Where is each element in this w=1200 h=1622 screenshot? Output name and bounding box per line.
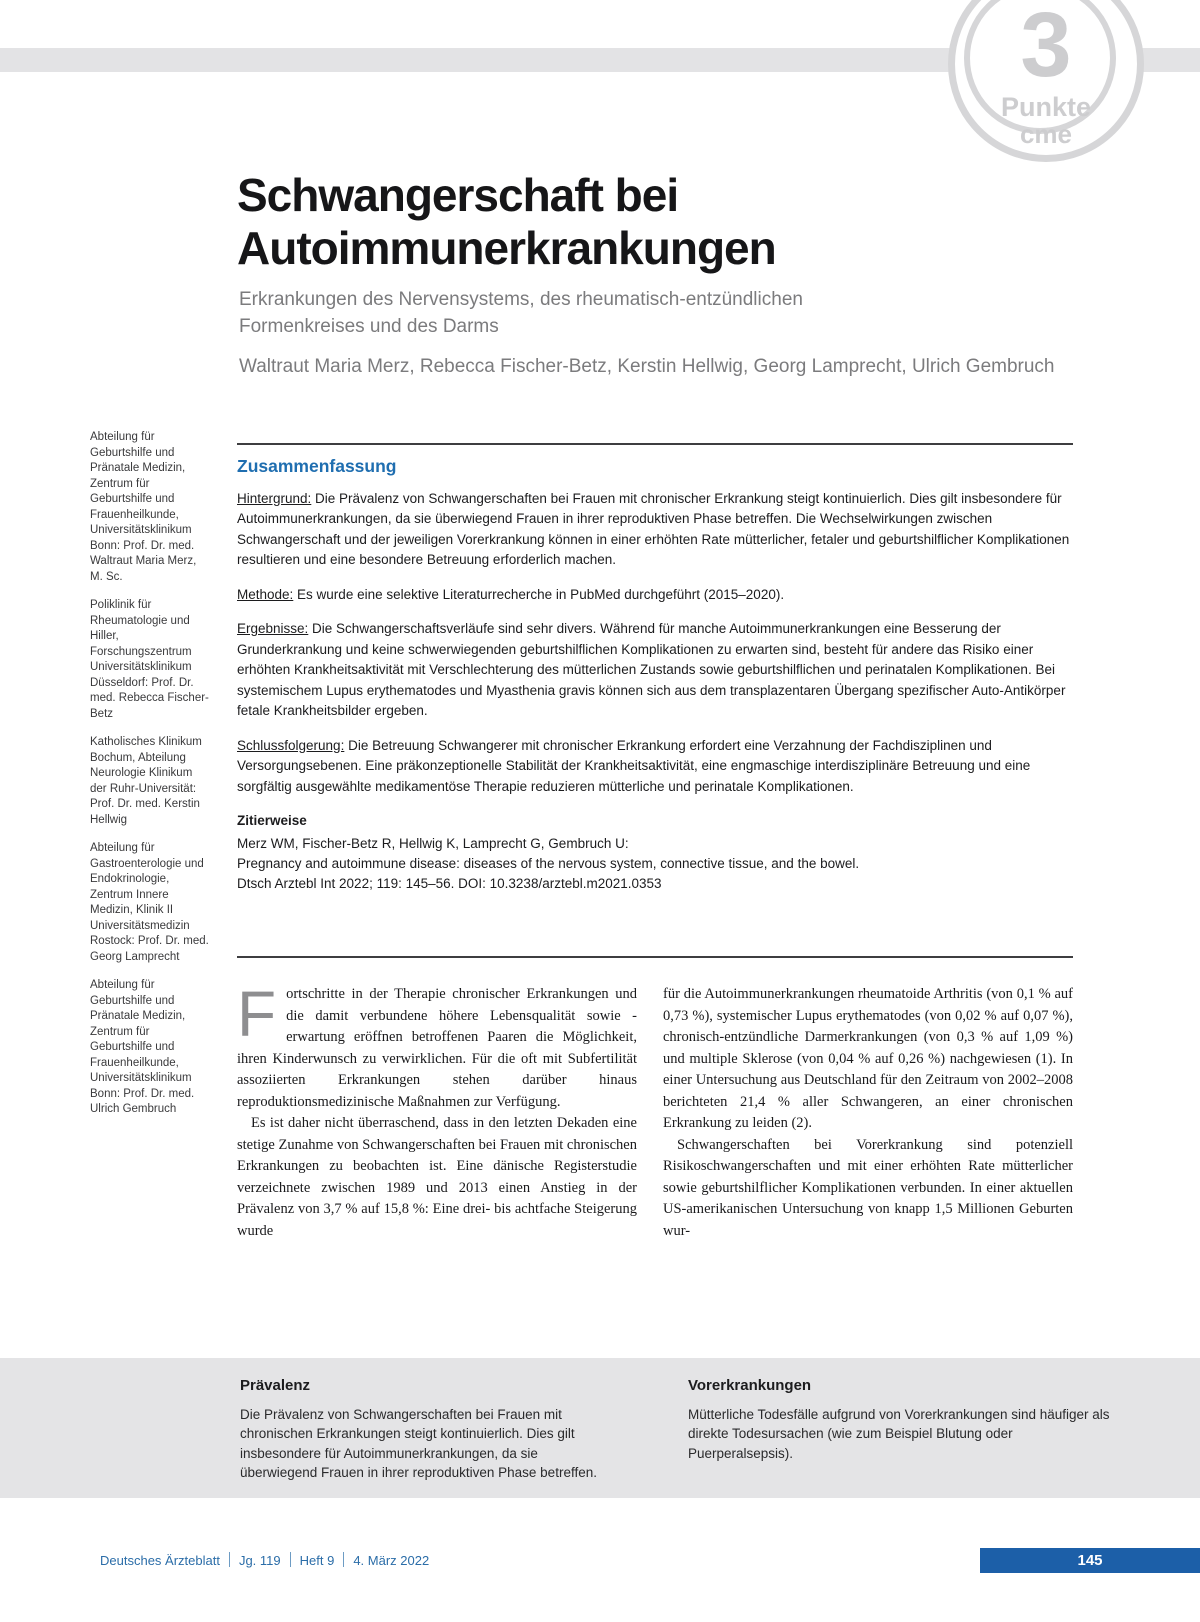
citation-authors: Merz WM, Fischer-Betz R, Hellwig K, Lamprecht G, Gembruch U: xyxy=(237,835,629,851)
article-title xyxy=(237,169,1077,275)
keybox-vorerkrankungen xyxy=(688,1376,1118,1463)
cme-points-label: Punkte xyxy=(1000,92,1092,122)
abstract-section-hintergrund xyxy=(237,489,1073,571)
abstract-label-hintergrund: Hintergrund: xyxy=(237,490,312,506)
abstract-text-ergebnisse: Die Schwangerschaftsverläufe sind sehr divers. Während für manche Autoimmunerkrankungen eine Besserung der Grunderkrankung und keine schwerwiegenden geburtshilflichen Komplikationen zu erwarten sind, besteht für andere das Risiko einer erhöhten Krankheitsaktivität mit Verschlechterung des mütterlichen Zustands sowie geburtshilflichen und perinatalen Komplikationen. Bei systemischem Lupus erythematodes und Myasthenia gravis können sich aus dem transplazentaren Übergang spezifischer Auto-Antikörper fetale Krankheitsbilder ergeben. xyxy=(237,621,1066,718)
abstract-label-schlussfolgerung: Schlussfolgerung: xyxy=(237,737,345,753)
footer-journal-info xyxy=(100,1552,429,1568)
footer-volume: Jg. 119 xyxy=(238,1553,281,1569)
abstract-section-ergebnisse xyxy=(237,619,1073,722)
keybox-praevalenz-text: Die Prävalenz von Schwangerschaften bei Frauen mit chronischen Erkrankungen steigt kontinuierlich. Dies gilt insbesondere für Autoimmunerkrankungen, da sie überwiegend Frauen in ihrer reproduktiven Phase betreffen. xyxy=(240,1406,597,1480)
keybox-praevalenz xyxy=(240,1376,612,1483)
abstract-label-ergebnisse: Ergebnisse: xyxy=(237,621,309,636)
abstract-bottom-rule xyxy=(237,956,1073,958)
body-paragraph-4: Schwangerschaften bei Vorerkrankung sind potenziell Risikoschwangerschaften und mit einer erhöhten Rate mütterlicher sowie geburtshilflicher Komplikationen verbunden. In einer aktuellen US-amerikanischen Untersuchung von knapp 1,5 Millionen Geburten wur- xyxy=(663,1136,1073,1239)
abstract-label-methode: Methode: xyxy=(237,586,294,602)
cme-points-number: 3 xyxy=(1020,0,1072,96)
affiliation-merz: Abteilung für Geburtshilfe und Pränatale Medizin, Zentrum für Geburtshilfe und Frauenheilkunde, Universitätsklinikum Bonn: Prof. Dr. med. Waltraut Maria Merz, M. Sc. xyxy=(90,431,197,583)
keybox-vorerkrankungen-text: Mütterliche Todesfälle aufgrund von Vorerkrankungen sind häufiger als direkte Todesursachen (wie zum Beispiel Blutung oder Puerperalsepsis). xyxy=(688,1406,1110,1461)
abstract-top-rule xyxy=(237,443,1073,445)
affiliation-hellwig: Katholisches Klinikum Bochum, Abteilung Neurologie Klinikum der Ruhr-Universität: Prof. Dr. med. Kerstin Hellwig xyxy=(90,736,202,826)
dropcap-f: F xyxy=(237,978,277,1050)
affiliation-lamprecht: Abteilung für Gastroenterologie und Endokrinologie, Zentrum Innere Medizin, Klinik II Universitätsmedizin Rostock: Prof. Dr. med. Georg Lamprecht xyxy=(90,842,209,963)
footer-separator xyxy=(290,1552,291,1567)
abstract-heading: Zusammenfassung xyxy=(237,456,397,476)
key-points-band xyxy=(0,1358,1200,1498)
page-number: 145 xyxy=(1077,1552,1103,1569)
abstract-section-schlussfolgerung xyxy=(237,736,1073,798)
abstract-section-methode xyxy=(237,585,1073,606)
article-title-line2: Autoimmunerkrankungen xyxy=(237,221,776,274)
citation-heading: Zitierweise xyxy=(237,813,307,828)
body-column-right xyxy=(663,984,1073,1242)
article-title-line1: Schwangerschaft bei xyxy=(237,168,679,221)
body-paragraph-intro xyxy=(237,978,637,1113)
footer-separator xyxy=(343,1552,344,1567)
article-subtitle: Erkrankungen des Nervensystems, des rheumatisch-entzündlichen Formenkreises und des Darms xyxy=(239,289,803,337)
footer-journal-name: Deutsches Ärzteblatt xyxy=(100,1553,220,1569)
body-paragraph-2: Es ist daher nicht überraschend, dass in den letzten Dekaden eine stetige Zunahme von Schwangerschaften bei Frauen mit chronischen Erkrankungen zu beobachten ist. Eine dänische Registerstudie verzeichnete zwischen 1989 und 2013 einen Anstieg in der Prävalenz von 3,7 % auf 15,8 %: Eine drei- bis achtfache Steigerung wurde xyxy=(237,1115,637,1239)
keybox-praevalenz-heading: Prävalenz xyxy=(240,1377,311,1394)
abstract-text-methode: Es wurde eine selektive Literaturrecherche in PubMed durchgeführt (2015–2020). xyxy=(293,586,785,602)
affiliations-sidebar xyxy=(90,430,212,1131)
footer-separator xyxy=(229,1552,230,1567)
citation-doi: Dtsch Arztebl Int 2022; 119: 145–56. DOI: 10.3238/arztebl.m2021.0353 xyxy=(237,875,662,891)
affiliation-fischer-betz: Poliklinik für Rheumatologie und Hiller, Forschungszentrum Universitätsklinikum Düsseldorf: Prof. Dr. med. Rebecca Fischer-Betz xyxy=(90,599,209,720)
abstract-block xyxy=(237,456,1073,894)
citation-title: Pregnancy and autoimmune disease: diseases of the nervous system, connective tissue, and the bowel. xyxy=(237,855,860,871)
abstract-text-hintergrund: Die Prävalenz von Schwangerschaften bei Frauen mit chronischer Erkrankung steigt kontinuierlich. Dies gilt insbesondere für Autoimmunerkrankungen, da sie überwiegend Frauen in ihrer reproduktiven Phase betreffen. Die Wechselwirkungen zwischen Schwangerschaft und der jeweiligen Vorerkrankung können in einer erhöhten Rate mütterlicher, fetaler und geburtshilflicher Komplikationen resultieren und eine besondere Betreuung erforderlich machen. xyxy=(237,490,1070,567)
keybox-vorerkrankungen-heading: Vorerkrankungen xyxy=(688,1377,812,1394)
affiliation-gembruch: Abteilung für Geburtshilfe und Pränatale Medizin, Zentrum für Geburtshilfe und Frauenheilkunde, Universitätsklinikum Bonn: Prof. Dr. med. Ulrich Gembruch xyxy=(90,979,195,1115)
body-paragraph-3: für die Autoimmunerkrankungen rheumatoide Arthritis (von 0,1 % auf 0,73 %), systemischer Lupus erythematodes (von 0,02 % auf 0,07 %), chronisch-entzündliche Darmerkrankungen (von 0,3 % auf 1,09 %) und multiple Sklerose (von 0,04 % auf 0,26 %) nachgewiesen (1). In einer Untersuchung aus Deutschland für den Zeitraum von 2002–2008 berichteten 21,4 % aller Schwangeren, an einer chronischen Erkrankung zu leiden (2). xyxy=(663,986,1073,1131)
article-authors: Waltraut Maria Merz, Rebecca Fischer-Betz, Kerstin Hellwig, Georg Lamprecht, Ulrich Gembruch xyxy=(239,356,1055,377)
body-paragraph-intro-text: ortschritte in der Therapie chronischer Erkrankungen und die damit verbundene höhere Lebensqualität sowie -erwartung eröffnen betroffenen Paaren die Möglichkeit, ihren Kinderwunsch zu verwirklichen. Für die oft mit Subfertilität assoziierten Erkrankungen stehen darüber hinaus reproduktionsmedizinische Maßnahmen zur Verfügung. xyxy=(237,986,637,1110)
cme-points-badge xyxy=(948,0,1144,162)
abstract-text-schlussfolgerung: Die Betreuung Schwangerer mit chronischer Erkrankung erfordert eine Verzahnung der Fachdisziplinen und Versorgungsebenen. Eine präkonzeptionelle Stabilität der Krankheitsaktivität, eine engmaschige interdisziplinäre Betreuung und eine sorgfältig ausgewählte medikamentöse Therapie reduzieren mütterliche und perinatale Komplikationen. xyxy=(237,737,1031,794)
cme-label: cme xyxy=(1019,119,1073,150)
footer-issue: Heft 9 xyxy=(299,1553,335,1569)
body-column-left xyxy=(237,978,637,1242)
footer-date: 4. März 2022 xyxy=(353,1553,430,1569)
page-number-bar xyxy=(980,1548,1200,1573)
